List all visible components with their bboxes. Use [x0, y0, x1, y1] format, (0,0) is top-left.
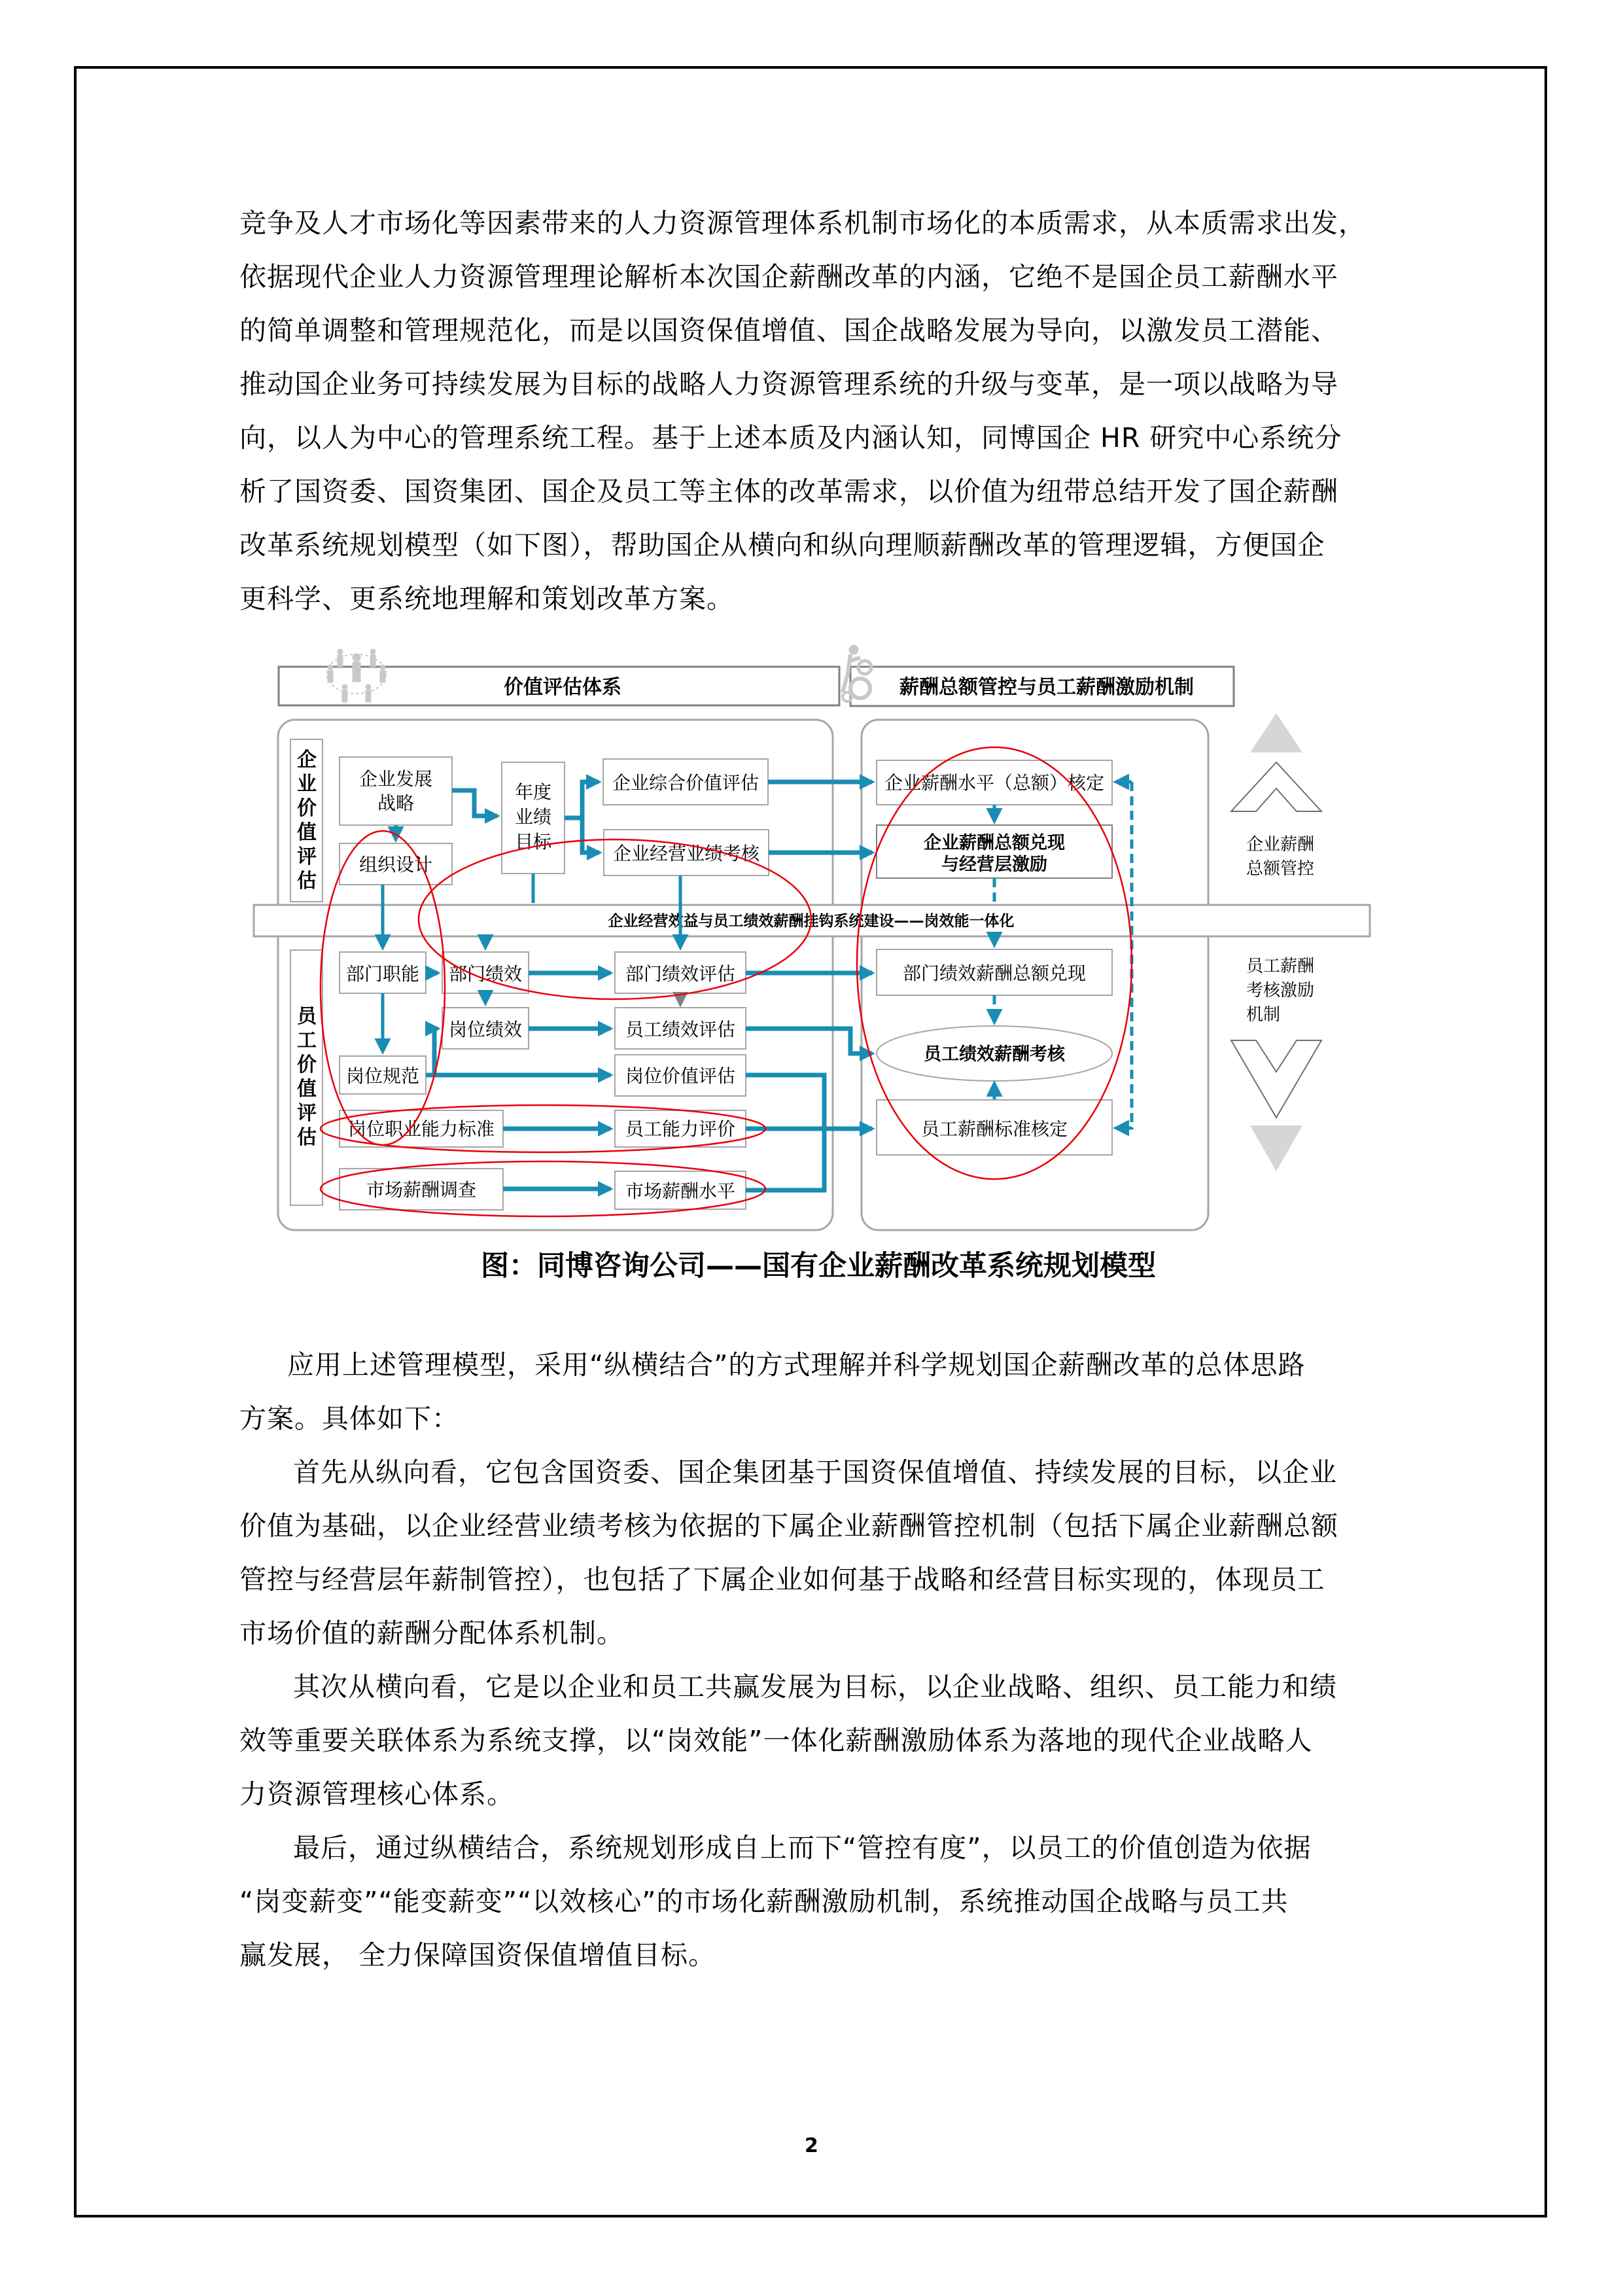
body-paragraph — [239, 1338, 1397, 1445]
right-header-title: 薪酬总额管控与员工薪酬激励机制 — [899, 676, 1194, 699]
text-line: 最后，通过纵横结合，系统规划形成自上而下“管控有度”，以员工的价值创造为依据 — [293, 1832, 1312, 1863]
box-pay-level-total-label: 企业薪酬水平（总额）核定 — [884, 772, 1105, 794]
text-line: 的简单调整和管理规范化，而是以国资保值增值、国企战略发展为导向，以激发员工潜能、 — [239, 315, 1338, 346]
box-market-survey-label: 市场薪酬调查 — [366, 1179, 477, 1201]
box-emp-ability-eval-label: 员工能力评价 — [625, 1118, 736, 1140]
enterprise-value-side-label: 企业价值评估 — [297, 749, 317, 892]
body-paragraph — [239, 1660, 1397, 1821]
text-line: 析了国资委、国资集团、国企及员工等主体的改革需求，以价值为纽带总结开发了国企薪酬 — [239, 476, 1338, 507]
down-chevron-icon — [1231, 1040, 1321, 1171]
dashed-feedback-to-pay-std — [1116, 782, 1132, 1128]
text-line: 管控与经营层年薪制管控），也包括了下属企业如何基于战略和经营目标实现的，体现员工 — [239, 1564, 1325, 1595]
box-org-design-label: 组织设计 — [358, 854, 433, 875]
box-annual-target-line2: 业绩 — [514, 806, 552, 828]
box-post-spec-label: 岗位规范 — [345, 1065, 420, 1087]
box-post-perf-label: 岗位绩效 — [448, 1019, 523, 1040]
up-label-line1: 企业薪酬 — [1246, 835, 1315, 855]
down-label-line3: 机制 — [1246, 1005, 1281, 1025]
text-line: 依据现代企业人力资源管理理论解析本次国企薪酬改革的内涵，它绝不是国企员工薪酬水平 — [239, 261, 1338, 292]
text-line: 推动国企业务可持续发展为目标的战略人力资源管理系统的升级与变革，是一项以战略为导 — [239, 368, 1338, 400]
box-dept-perf-label: 部门绩效 — [448, 963, 523, 985]
box-market-level-label: 市场薪酬水平 — [625, 1180, 736, 1202]
text-line: 方案。具体如下： — [239, 1403, 459, 1434]
text-line: 效等重要关联体系为系统支撑，以“岗效能”一体化薪酬激励体系为落地的现代企业战略人 — [239, 1725, 1313, 1756]
box-dept-pay-realize-label: 部门绩效薪酬总额兑现 — [902, 963, 1087, 984]
up-chevron-icon — [1231, 713, 1321, 811]
box-strategy-line1: 企业发展 — [358, 768, 433, 790]
box-annual-target-line1: 年度 — [514, 781, 552, 803]
box-pay-total-realize-line2: 与经营层激励 — [941, 855, 1047, 875]
left-header-title: 价值评估体系 — [504, 676, 621, 699]
up-label-line2: 总额管控 — [1246, 859, 1315, 879]
box-dept-function-label: 部门职能 — [345, 963, 420, 985]
text-line: 改革系统规划模型（如下图），帮助国企从横向和纵向理顺薪酬改革的管理逻辑，方便国企 — [239, 529, 1325, 561]
text-line: 向，以人为中心的管理系统工程。基于上述本质及内涵认知，同博国企 HR 研究中心系统分 — [239, 422, 1342, 453]
text-line: “岗变薪变”“能变薪变”“以效核心”的市场化薪酬激励机制，系统推动国企战略与员工共 — [239, 1886, 1289, 1917]
box-dept-perf-eval-label: 部门绩效评估 — [625, 963, 736, 985]
text-line: 赢发展， 全力保障国资保值增值目标。 — [239, 1939, 716, 1971]
box-enterprise-value-label: 企业综合价值评估 — [612, 772, 759, 794]
box-emp-perf-eval-label: 员工绩效评估 — [625, 1019, 736, 1040]
text-line: 更科学、更系统地理解和策划改革方案。 — [239, 583, 734, 614]
box-post-value-eval-label: 岗位价值评估 — [625, 1065, 736, 1087]
body-paragraph — [239, 1821, 1397, 1982]
arrow-target-to-perf — [582, 818, 599, 853]
down-label-line1: 员工薪酬 — [1246, 957, 1315, 976]
arrow-strategy-to-target — [452, 790, 497, 816]
text-line: 市场价值的薪酬分配体系机制。 — [239, 1617, 624, 1649]
text-line: 力资源管理核心体系。 — [239, 1778, 514, 1810]
box-emp-pay-std-label: 员工薪酬标准核定 — [920, 1118, 1068, 1140]
employee-value-side-label: 员工价值评估 — [297, 1005, 317, 1149]
box-pay-total-realize-line1: 企业薪酬总额兑现 — [924, 833, 1065, 853]
down-label-line2: 考核激励 — [1246, 981, 1315, 1000]
text-line: 竞争及人才市场化等因素带来的人力资源管理体系机制市场化的本质需求，从本质需求出发， — [239, 207, 1366, 239]
arrow-emp-eval-to-perf-pay — [746, 1029, 872, 1053]
text-line: 价值为基础，以企业经营业绩考核为依据的下属企业薪酬管控机制（包括下属企业薪酬总额 — [239, 1510, 1338, 1542]
figure-caption: 图：同博咨询公司——国有企业薪酬改革系统规划模型 — [481, 1250, 1156, 1282]
text-line: 其次从横向看，它是以企业和员工共赢发展为目标，以企业战略、组织、员工能力和绩 — [293, 1671, 1337, 1703]
oval-emp-perf-pay-label: 员工绩效薪酬考核 — [924, 1044, 1065, 1065]
box-strategy — [340, 757, 452, 825]
integration-band-label: 企业经营效益与员工绩效薪酬挂钩系统建设——岗效能一体化 — [608, 913, 1015, 930]
page-number: 2 — [805, 2134, 818, 2157]
box-strategy-line2: 战略 — [377, 792, 415, 814]
text-line: 首先从纵向看，它包含国资委、国企集团基于国资保值增值、持续发展的目标，以企业 — [293, 1457, 1337, 1488]
box-annual-target-line3: 目标 — [514, 831, 552, 853]
box-business-perf-label: 企业经营业绩考核 — [612, 843, 760, 864]
arrow-target-to-value — [565, 782, 599, 818]
connector-right-bracket — [746, 1075, 824, 1190]
text-line: 应用上述管理模型，采用“纵横结合”的方式理解并科学规划国企薪酬改革的总体思路 — [287, 1349, 1306, 1381]
box-competency-std-label: 岗位职业能力标准 — [347, 1118, 495, 1140]
body-paragraph — [239, 1445, 1397, 1660]
